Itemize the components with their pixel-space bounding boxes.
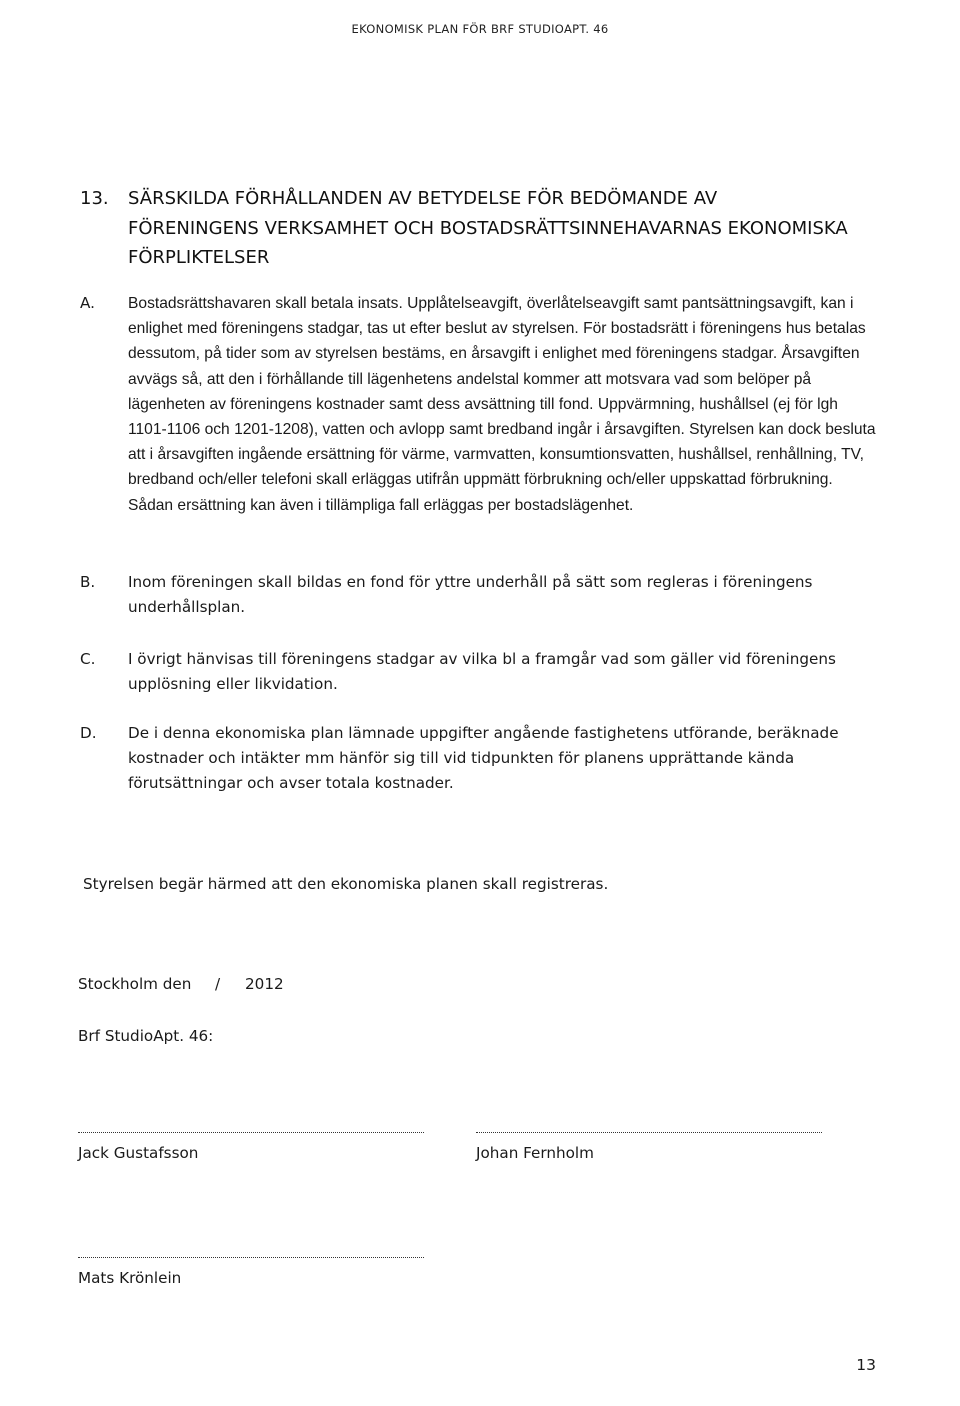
organization-label: Brf StudioApt. 46: [78, 1027, 214, 1045]
paragraph-b [80, 570, 880, 620]
signatory-name: Mats Krönlein [78, 1269, 182, 1287]
signatory-name: Johan Fernholm [476, 1144, 594, 1162]
date-separator: / [215, 975, 221, 993]
signature-block [78, 1128, 424, 1166]
signatory-name: Jack Gustafsson [78, 1144, 199, 1162]
signature-line [476, 1128, 822, 1133]
paragraph-marker: C. [80, 650, 96, 668]
paragraph-d [80, 721, 880, 797]
signature-block [476, 1128, 822, 1166]
paragraph-c [80, 647, 880, 697]
paragraph-marker: A. [80, 294, 95, 312]
signature-block [78, 1253, 424, 1291]
section-title: SÄRSKILDA FÖRHÅLLANDEN AV BETYDELSE FÖR BEDÖMANDE AV FÖRENINGENS VERKSAMHET OCH BOSTADSRÄTTSINNEHAVARNAS EKONOMISKA FÖRPLIKTELSER [128, 188, 848, 268]
paragraph-marker: D. [80, 724, 97, 742]
place-label: Stockholm den [78, 975, 192, 993]
paragraph-text: Bostadsrättshavaren skall betala insats. Upplåtelseavgift, överlåtelseavgift samt pantsättningsavgift, kan i enlighet med föreningens stadgar, tas ut efter beslut av styrelsen. För bostadsrätt i föreningens hus betalas dessutom, på tider som av styrelsen bestäms, en årsavgift i enlighet med föreningens stadgar. Årsavgiften avvägs så, att den i förhållande till lägenhetens andelstal kommer att motsvara vad som belöper på lägenheten av föreningens kostnader samt dess avsättning till fond. Uppvärmning, hushållsel (ej för lgh 1101-1106 och 1201-1208), vatten och avlopp samt bredband ingår i årsavgiften. Styrelsen kan dock besluta att i årsavgiften ingående ersättning för värme, varmvatten, konsumtionsvatten, hushållsel, renhållning, TV, bredband och/eller telefoni skall erläggas utifrån uppmätt förbrukning och/eller uppskattad förbrukning. Sådan ersättning kan även i tillämpliga fall erläggas per bostadslägenhet. [128, 295, 876, 514]
paragraph-text: De i denna ekonomiska plan lämnade uppgifter angående fastighetens utförande, beräknade kostnader och intäkter mm hänför sig till vid tidpunkten för planens upprättande kända förutsättningar och avser totala kostnader. [128, 724, 839, 793]
paragraph-text: Inom föreningen skall bildas en fond för yttre underhåll på sätt som regleras i föreningens underhållsplan. [128, 573, 813, 617]
signature-line [78, 1128, 424, 1133]
paragraph-a [80, 291, 880, 518]
section-heading [80, 184, 880, 273]
paragraph-marker: B. [80, 573, 96, 591]
paragraph-text: I övrigt hänvisas till föreningens stadgar av vilka bl a framgår vad som gäller vid föreningens upplösning eller likvidation. [128, 650, 836, 694]
year: 2012 [245, 975, 284, 993]
registration-statement: Styrelsen begär härmed att den ekonomiska planen skall registreras. [83, 875, 609, 893]
signature-line [78, 1253, 424, 1258]
running-header: EKONOMISK PLAN FÖR BRF STUDIOAPT. 46 [351, 22, 609, 36]
page-number: 13 [856, 1356, 876, 1374]
section-number: 13. [80, 188, 109, 209]
place-date-line [78, 972, 284, 997]
